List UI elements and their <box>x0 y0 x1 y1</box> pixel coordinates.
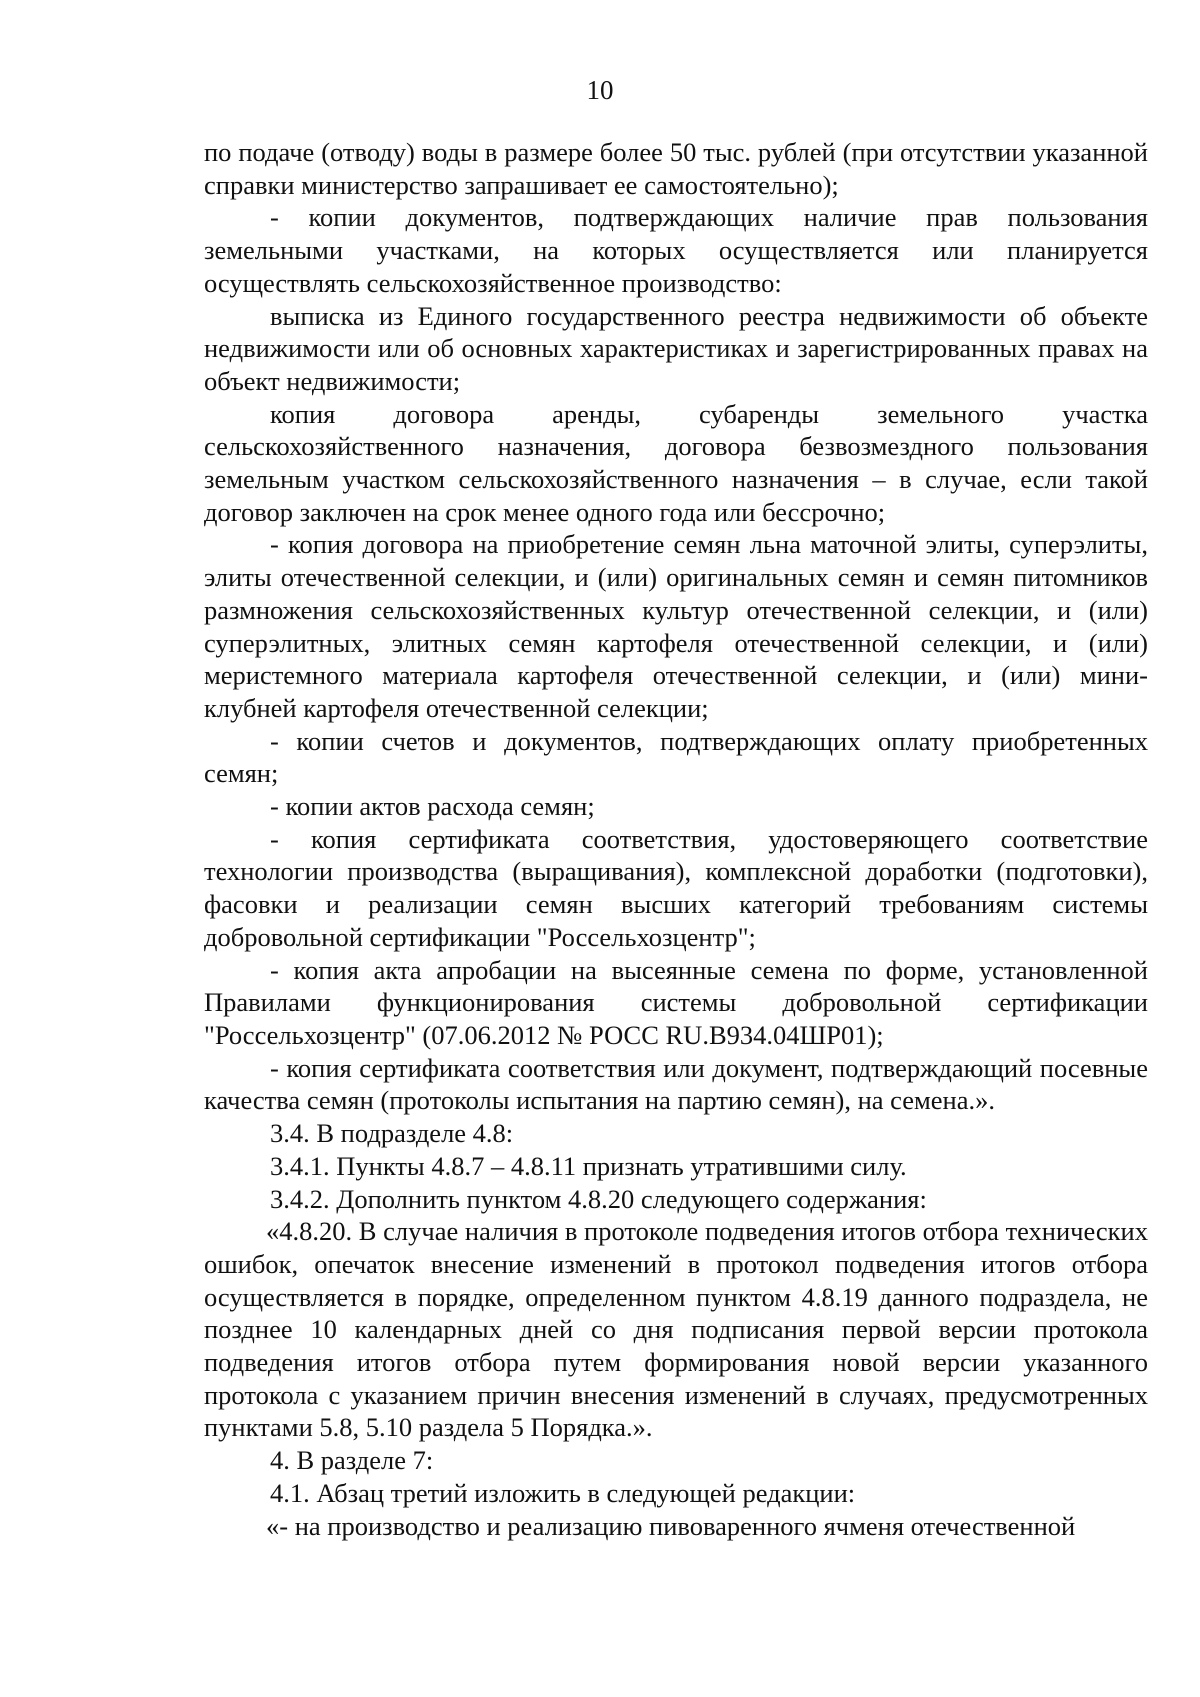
paragraph: 4. В разделе 7: <box>270 1445 434 1476</box>
paragraph: выписка из Единого государственного реестра недвижимости об объекте недвижимости или об основных характеристиках и зарегистрированных правах на объект недвижимости; <box>204 300 1148 396</box>
paragraph: «4.8.20. В случае наличия в протоколе подведения итогов отбора технических ошибок, опечаток внесение изменений в протокол подведения итогов отбора осуществляется в порядке, определенном пунктом 4.8.19 данного подраздела, не позднее 10 календарных дней со дня подписания первой версии протокола подведения итогов отбора путем формирования новой версии указанного протокола с указанием причин внесения изменений в случаях, предусмотренных пунктами 5.8, 5.10 раздела 5 Порядка.». <box>204 1216 1148 1443</box>
paragraph: - копии счетов и документов, подтверждающих оплату приобретенных семян; <box>204 725 1148 789</box>
paragraph: - копия сертификата соответствия, удостоверяющего соответствие технологии производства (выращивания), комплексной доработки (подготовки), фасовки и реализации семян высших категорий требованиям системы добровольной сертификации "Россельхозцентр"; <box>204 823 1148 952</box>
paragraph: «- на производство и реализацию пивоваренного ячменя отечественной <box>266 1510 1076 1541</box>
paragraph: по подаче (отводу) воды в размере более 50 тыс. рублей (при отсутствии указанной справки министерство запрашивает ее самостоятельно); <box>204 137 1148 200</box>
paragraph: - копия сертификата соответствия или документ, подтверждающий посевные качества семян (протоколы испытания на партию семян), на семена.». <box>204 1052 1148 1116</box>
paragraph: 3.4.1. Пункты 4.8.7 – 4.8.11 признать утратившими силу. <box>270 1150 907 1181</box>
paragraph: 3.4.2. Дополнить пунктом 4.8.20 следующего содержания: <box>270 1183 927 1214</box>
paragraph: - копии документов, подтверждающих наличие прав пользования земельными участками, на которых осуществляется или планируется осуществлять сельскохозяйственное производство: <box>204 202 1148 298</box>
paragraph: 3.4. В подразделе 4.8: <box>270 1118 514 1149</box>
paragraph: копия договора аренды, субаренды земельного участка сельскохозяйственного назначения, договора безвозмездного пользования земельным участком сельскохозяйственного назначения – в случае, если такой договор заключен на срок менее одного года или бессрочно; <box>204 398 1148 527</box>
paragraph: - копия акта апробации на высеянные семена по форме, установленной Правилами функционирования системы добровольной сертификации "Россельхозцентр" (07.06.2012 № РОСС RU.B934.04ШР01); <box>204 954 1148 1050</box>
document-body <box>204 136 1148 1542</box>
paragraph: - копии актов расхода семян; <box>270 791 595 822</box>
page-number: 10 <box>586 75 614 105</box>
paragraph: 4.1. Абзац третий изложить в следующей редакции: <box>270 1477 856 1508</box>
paragraph: - копия договора на приобретение семян льна маточной элиты, суперэлиты, элиты отечественной селекции, и (или) оригинальных семян и семян питомников размножения сельскохозяйственных культур отечественной селекции, и (или) суперэлитных, элитных семян картофеля отечественной селекции, и (или) меристемного материала картофеля отечественной селекции, и (или) мини-клубней картофеля отечественной селекции; <box>204 529 1148 723</box>
